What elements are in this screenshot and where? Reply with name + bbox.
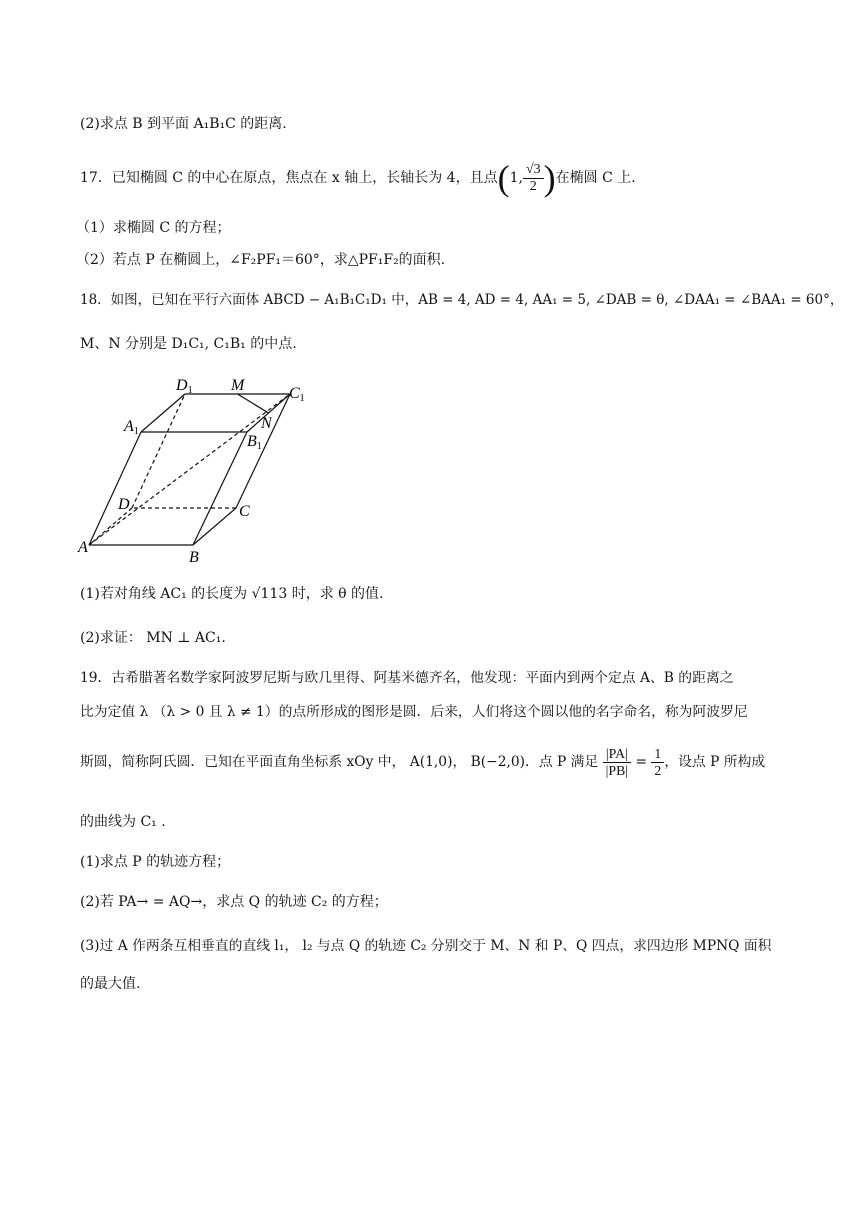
q18-part2: (2)求证： MN ⊥ AC₁. <box>80 630 226 646</box>
edge-dd1 <box>132 394 185 508</box>
q18-part1: (1)若对角线 AC₁ 的长度为 √113 时，求 θ 的值. <box>80 586 384 602</box>
q17-stem <box>80 158 636 198</box>
label-c: C <box>239 503 250 520</box>
q17-part1: （1）求椭圆 C 的方程； <box>76 220 231 236</box>
q16-part2: (2)求点 B 到平面 A₁B₁C 的距离. <box>80 116 287 132</box>
q17-point-x: 1, <box>509 170 523 186</box>
q19-line3: 斯圆，简称阿氏圆．已知在平面直角坐标系 xOy 中， A(1,0)， B(−2,0)．点 P 满足 $\frac{|PA|}{|PB|}$ = $\frac{1}{2}$ ，设点 P 所构成 <box>80 746 766 778</box>
q18-stem-b: M、N 分别是 D₁C₁, C₁B₁ 的中点. <box>80 336 297 352</box>
q17-part2: （2）若点 P 在椭圆上，∠F₂PF₁＝60°，求△PF₁F₂的面积. <box>76 252 446 268</box>
ratio-value-denominator: 2 <box>654 763 662 778</box>
q17-stem-b: 在椭圆 C 上. <box>555 170 636 186</box>
q18-stem-a: 18．如图，已知在平行六面体 ABCD − A₁B₁C₁D₁ 中，AB = 4, AD = 4, AA₁ = 5, ∠DAB = θ, ∠DAA₁ = ∠BAA₁ = 60°， <box>80 292 844 308</box>
q19-part3-b: 的最大值. <box>80 976 141 992</box>
label-b1: B1 <box>247 433 262 452</box>
q17-stem-a: 17．已知椭圆 C 的中心在原点，焦点在 x 轴上，长轴长为 4，且点 <box>80 170 498 186</box>
fraction-numerator: √3 <box>523 162 544 179</box>
right-paren: ) <box>543 158 556 198</box>
q19-line4: 的曲线为 C₁ . <box>80 814 166 830</box>
label-d: D <box>118 496 130 513</box>
segment-mn <box>238 394 269 413</box>
q19-line3-a: 斯圆，简称阿氏圆．已知在平面直角坐标系 xOy 中， A(1,0)， B(−2,0)．点 P 满足 <box>80 754 599 770</box>
q19-line1: 19．古希腊著名数学家阿波罗尼斯与欧几里得、阿基米德齐名，他发现：平面内到两个定点 A、B 的距离之 <box>80 670 734 686</box>
fraction-denominator: 2 <box>529 178 537 194</box>
ratio-numerator: |PA| <box>603 746 631 763</box>
label-n: N <box>261 415 272 432</box>
edge-a1d1 <box>141 394 185 432</box>
q19-part3-a: (3)过 A 作两条互相垂直的直线 l₁， l₂ 与点 Q 的轨迹 C₂ 分别交于 M、N 和 P、Q 四点，求四边形 MPNQ 面积 <box>80 938 772 954</box>
diagonal-ac1 <box>89 394 290 545</box>
q19-line3-b: ，设点 P 所构成 <box>664 754 766 770</box>
edge-bc <box>193 508 236 545</box>
parallelepiped-figure <box>75 370 315 570</box>
ratio-value-numerator: 1 <box>651 746 664 763</box>
ratio-pa-pb <box>603 746 631 779</box>
edge-aa1 <box>89 432 141 545</box>
q19-part2: (2)若 PA→ = AQ→，求点 Q 的轨迹 C₂ 的方程； <box>80 894 388 910</box>
q17-point-y-fraction <box>523 162 544 195</box>
label-d1: D1 <box>176 377 193 396</box>
label-a1: A1 <box>124 418 139 437</box>
q19-line2: 比为定值 λ （λ > 0 且 λ ≠ 1）的点所形成的图形是圆．后来，人们将这个圆以他的名字命名，称为阿波罗尼 <box>80 704 748 720</box>
label-b: B <box>189 549 199 566</box>
q19-part1: (1)求点 P 的轨迹方程； <box>80 854 231 870</box>
left-paren: ( <box>497 158 510 198</box>
edge-bb1 <box>193 432 247 545</box>
edge-cc1 <box>236 394 290 508</box>
label-a: A <box>78 539 88 556</box>
label-m: M <box>231 377 245 394</box>
ratio-denominator: |PB| <box>605 763 629 778</box>
ratio-value <box>651 746 664 779</box>
label-c1: C1 <box>289 385 305 404</box>
